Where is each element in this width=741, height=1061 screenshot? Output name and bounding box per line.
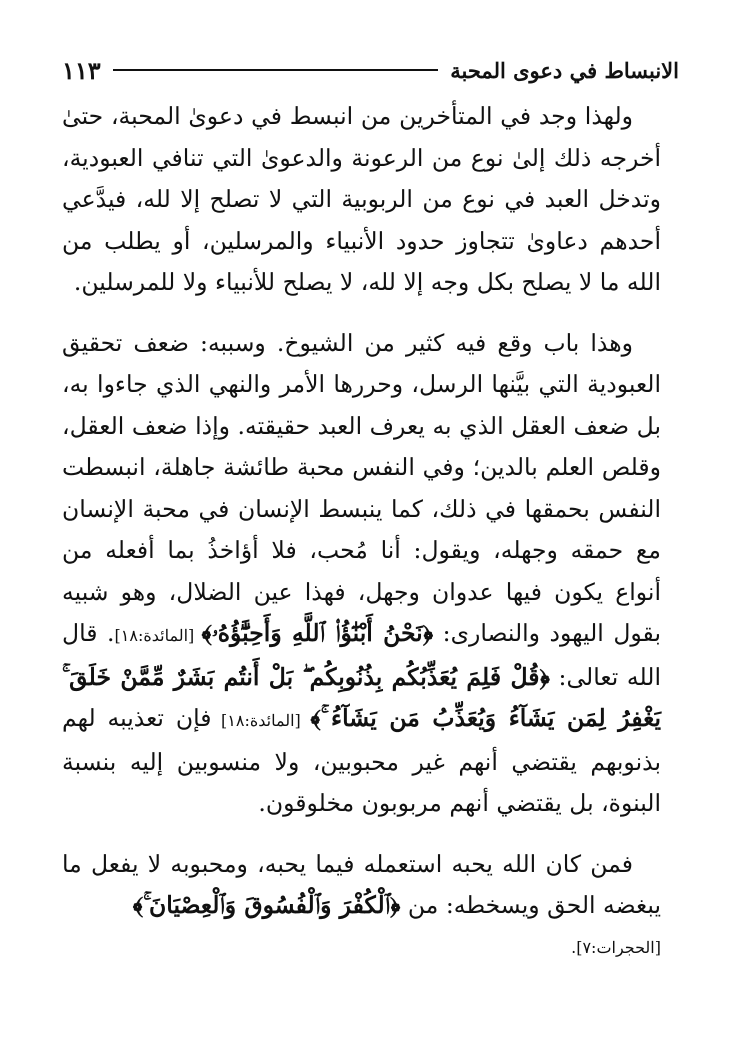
paragraph-text: . قال الله تعالى: <box>62 619 661 691</box>
header-rule <box>113 69 439 71</box>
paragraph <box>62 323 661 825</box>
chapter-title: الانبساط في دعوى المحبة <box>450 57 679 83</box>
paragraph-text: فمن كان الله يحبه استعمله فيما يحبه، ومحبوبه لا يفعل ما يبغضه الحق ويسخطه: من <box>62 849 661 919</box>
verse-reference: [المائدة:١٨] <box>211 711 311 730</box>
paragraph-text: ولهذا وجد في المتأخرين من انبسط في دعوىٰ المحبة، حتىٰ أخرجه ذلك إلىٰ نوع من الرعونة والدعوىٰ التي تنافي العبودية، وتدخل العبد في نوع من الربوبية التي لا تصلح إلا لله، فيدَّعي أحدهم دعاوىٰ تتجاوز حدود الأنبياء والمرسلين، أو يطلب من الله ما لا يصلح بكل وجه إلا لله، لا يصلح للأنبياء ولا للمرسلين. <box>62 102 661 296</box>
quran-verse: ﴿قُلْ فَلِمَ يُعَذِّبُكُم بِذُنُوبِكُم ۖ بَلْ أَنتُم بَشَرٌ مِّمَّنْ خَلَقَ ۚ يَغْفِرُ لِمَن يَشَآءُ وَيُعَذِّبُ مَن يَشَآءُ ۚ﴾ <box>62 662 662 732</box>
verse-reference: [المائدة:١٨] <box>114 626 202 645</box>
body-text <box>62 96 661 968</box>
page-number: ١١٣ <box>62 55 101 85</box>
quran-verse: ﴿نَحْنُ أَبْنَٰٓؤُا۟ ٱللَّهِ وَأَحِبَّٰٓؤُهُۥ﴾ <box>201 619 434 647</box>
quran-verse: ﴿ٱلْكُفْرَ وَٱلْفُسُوقَ وَٱلْعِصْيَانَ ۚ﴾ <box>132 891 401 919</box>
paragraph-text: وهذا باب وقع فيه كثير من الشيوخ. وسببه: ضعف تحقيق العبودية التي بيَّنها الرسل، وحررها الأمر والنهي الذي جاءوا به، بل ضعف العقل الذي به يعرف العبد حقيقته. وإذا ضعف العقل، وقلص العلم بالدين؛ وفي النفس محبة طائشة جاهلة، انبسطت النفس بحمقها في ذلك، كما ينبسط الإنسان في محبة الإنسان مع حمقه وجهله، ويقول: أنا مُحب، فلا أؤاخذُ بما أفعله من أنواع يكون فيها عدوان وجهل، فهذا عين الضلال، وهو شبيه بقول اليهود والنصارى: <box>62 328 661 647</box>
paragraph <box>62 96 661 304</box>
verse-reference: [الحجرات:٧]. <box>571 937 661 957</box>
running-header <box>62 52 679 88</box>
paragraph <box>62 844 661 969</box>
paragraph-text: فإن تعذيبه لهم بذنوبهم يقتضي أنهم غير محبوبين، ولا منسوبين إليه بنسبة البنوة، بل يقتضي أنهم مربوبون مخلوقون. <box>62 704 661 817</box>
